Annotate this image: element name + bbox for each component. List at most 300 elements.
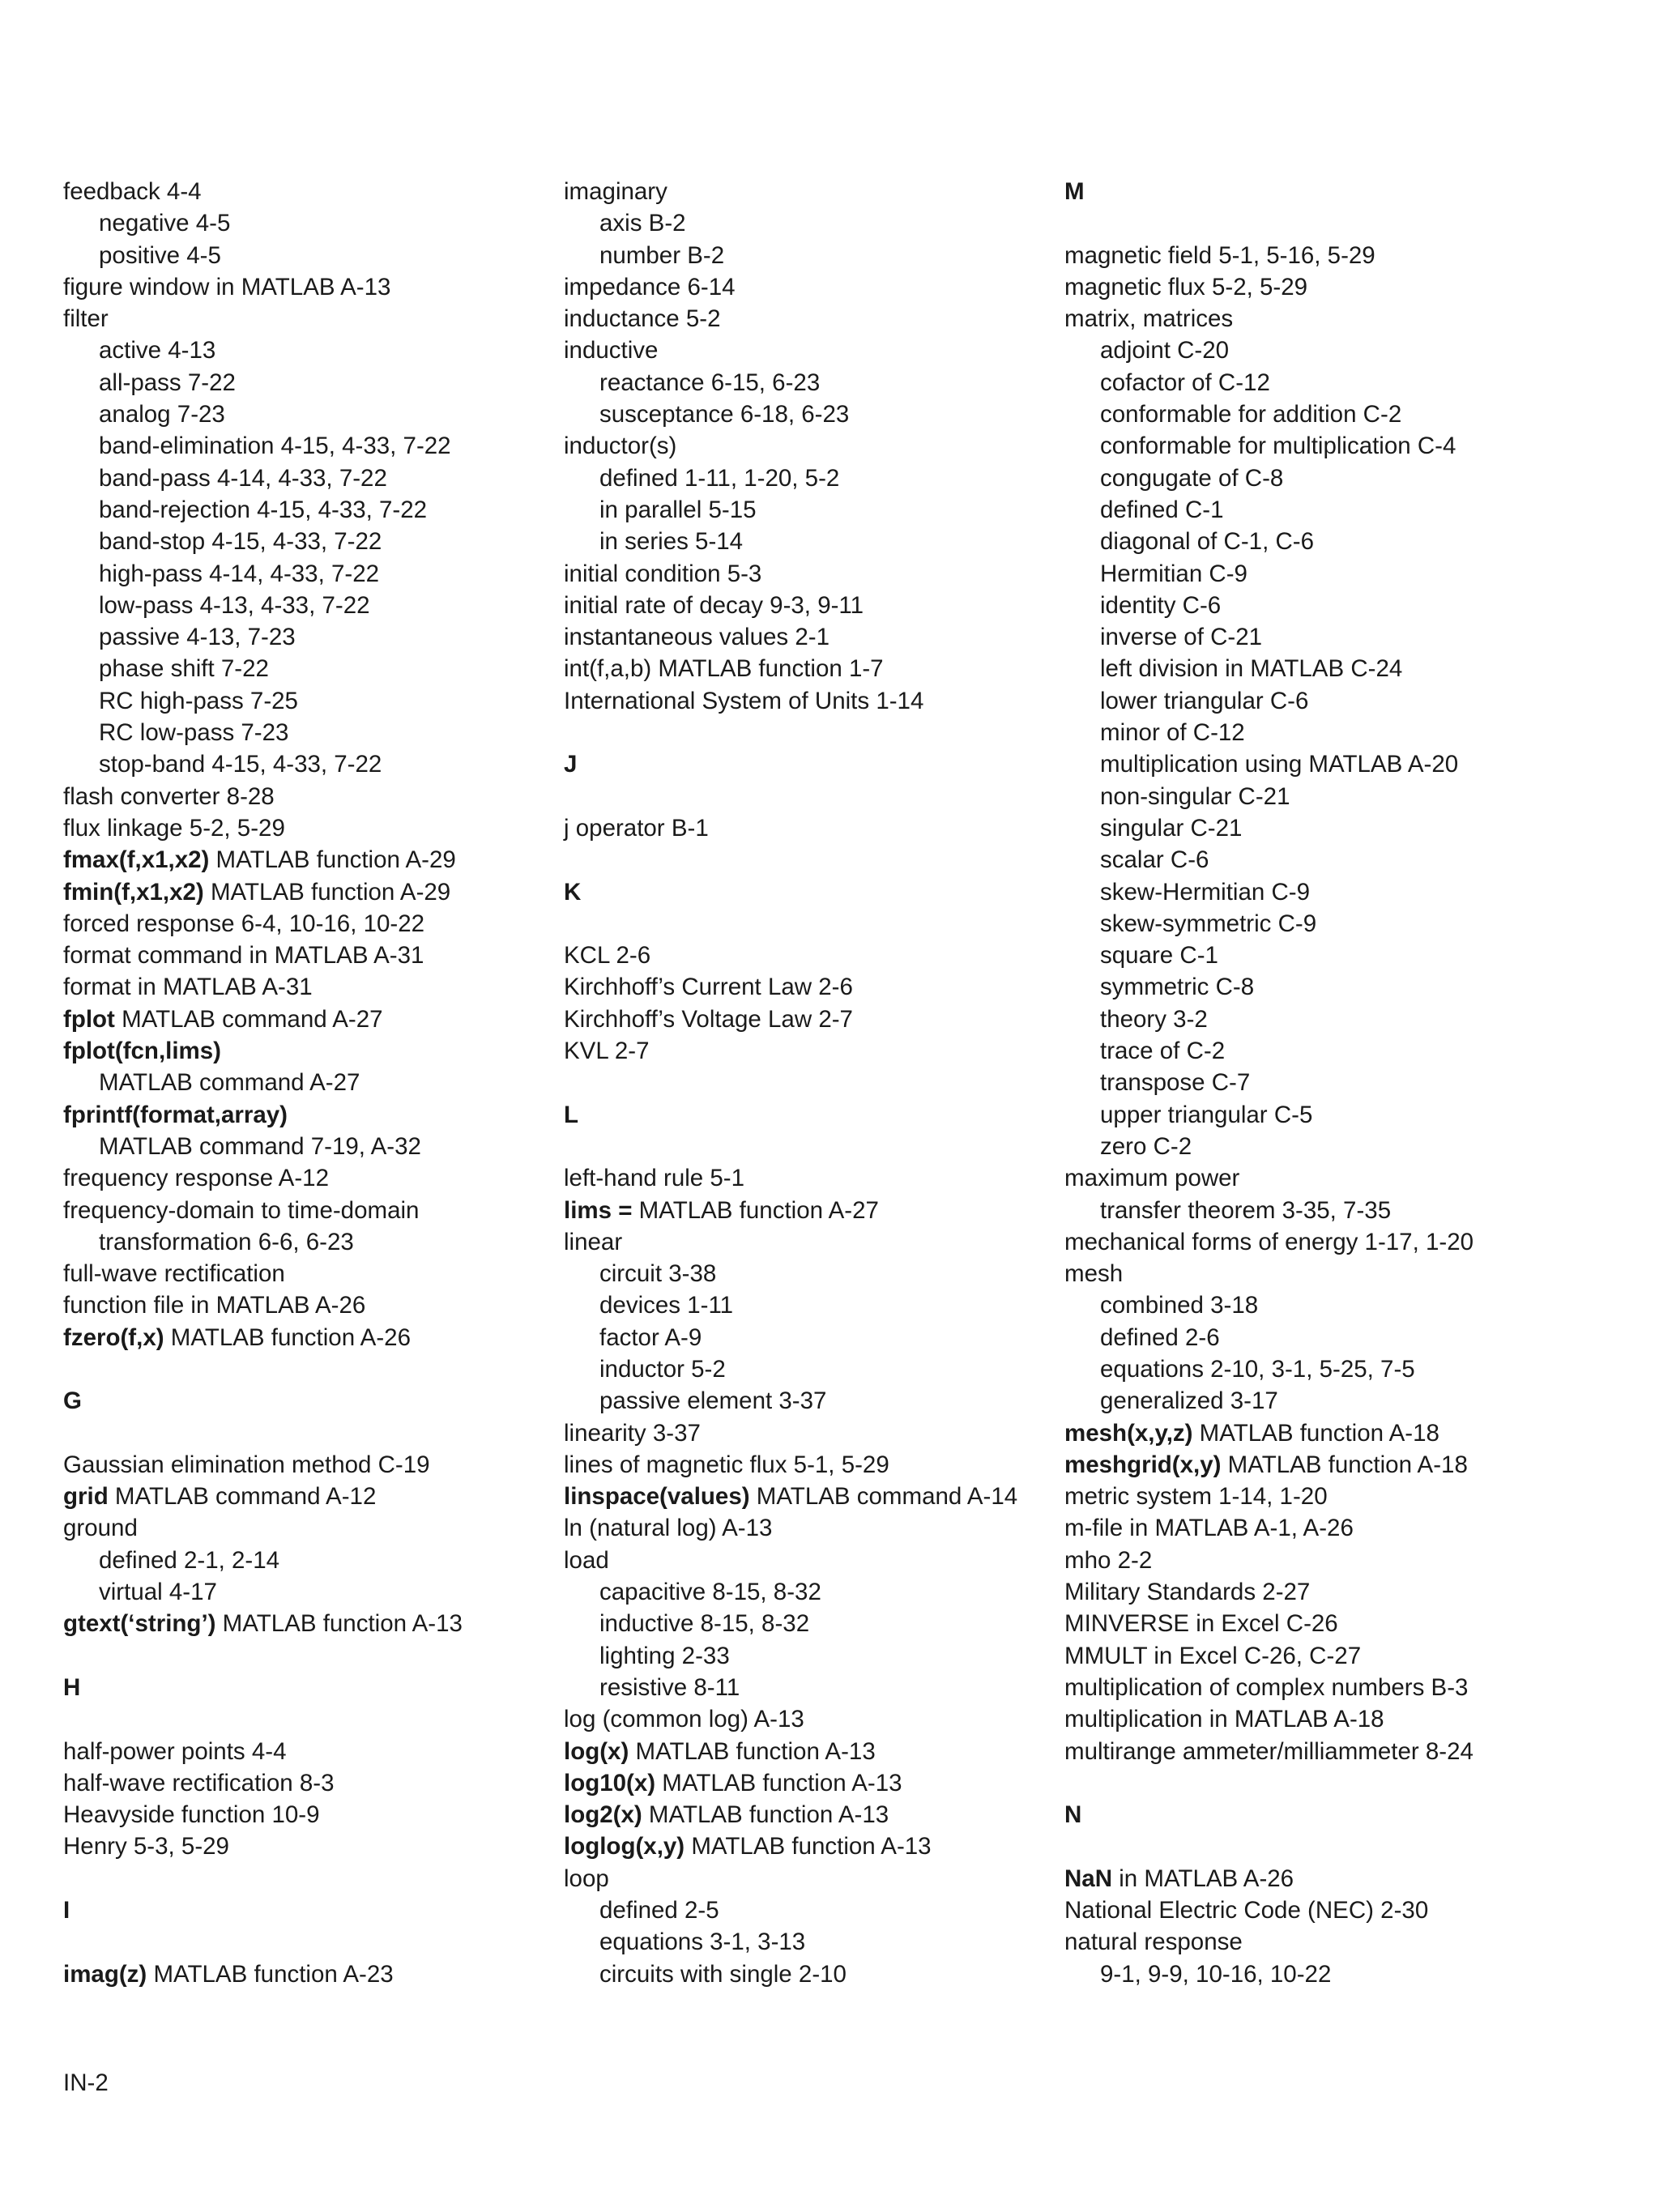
- index-subentry: [1064, 1004, 1631, 1035]
- index-entry-text: equations 2-10, 3-1, 5-25, 7-5: [1100, 1355, 1415, 1383]
- index-entry: [564, 1004, 1050, 1035]
- index-entry-text: devices 1-11: [599, 1292, 734, 1319]
- spacer: [564, 1131, 1050, 1162]
- index-entry: [63, 1258, 533, 1289]
- index-entry: [564, 335, 1050, 366]
- index-entry-text: Henry 5-3, 5-29: [63, 1833, 229, 1860]
- index-entry-text: natural response: [1064, 1929, 1243, 1956]
- index-entry: [564, 1831, 1050, 1862]
- index-entry: [564, 621, 1050, 653]
- page-number: IN-2: [63, 2069, 109, 2096]
- index-entry: [1064, 1863, 1631, 1894]
- index-entry-text: analog 7-23: [99, 401, 225, 428]
- index-entry-text: transformation 6-6, 6-23: [99, 1228, 354, 1255]
- index-entry-text: square C-1: [1100, 942, 1218, 970]
- index-entry-text: multiplication using MATLAB A-20: [1100, 751, 1459, 778]
- index-subentry: [564, 1322, 1050, 1353]
- index-column-3: [1064, 176, 1631, 1990]
- index-entry-text: linear: [564, 1228, 623, 1255]
- index-entry-text: flash converter 8-28: [63, 782, 275, 810]
- index-entry-text: defined 2-1, 2-14: [99, 1546, 280, 1574]
- index-subentry: [1064, 1322, 1631, 1353]
- index-subentry: [1064, 844, 1631, 876]
- index-entry-text: MATLAB function A-29: [203, 878, 451, 906]
- index-entry-text: figure window in MATLAB A-13: [63, 273, 391, 300]
- index-subentry: [564, 399, 1050, 430]
- spacer: [564, 781, 1050, 812]
- index-entry-text: conformable for multiplication C-4: [1100, 433, 1456, 460]
- index-subentry: [1064, 685, 1631, 717]
- index-entry-text: inductor 5-2: [599, 1355, 726, 1383]
- index-entry-text: forced response 6-4, 10-16, 10-22: [63, 910, 425, 937]
- index-entry-text: half-wave rectification 8-3: [63, 1769, 335, 1796]
- index-subentry: [564, 1353, 1050, 1385]
- index-entry: [564, 1736, 1050, 1767]
- index-subentry: [1064, 430, 1631, 462]
- index-entry-text: feedback 4-4: [63, 178, 202, 205]
- index-subentry: [1064, 526, 1631, 557]
- index-entry-text: MATLAB function A-13: [684, 1833, 932, 1860]
- index-subentry: [63, 207, 533, 239]
- index-entry-text: upper triangular C-5: [1100, 1101, 1313, 1128]
- index-subentry: [63, 1576, 533, 1608]
- index-entry-text: MMULT in Excel C-26, C-27: [1064, 1642, 1362, 1669]
- index-subentry: [63, 748, 533, 780]
- index-entry: [1064, 1926, 1631, 1958]
- index-entry-text: inductive 8-15, 8-32: [599, 1610, 810, 1638]
- index-entry-text: MATLAB function A-13: [215, 1610, 463, 1638]
- index-entry-text: scalar C-6: [1100, 846, 1209, 874]
- index-entry: [564, 685, 1050, 717]
- index-entry: [63, 176, 533, 207]
- index-subentry: [564, 1640, 1050, 1672]
- index-entry: [564, 1703, 1050, 1735]
- index-subentry: [1064, 653, 1631, 684]
- index-entry-text: susceptance 6-18, 6-23: [599, 401, 850, 428]
- index-term-bold: fzero(f,x): [63, 1323, 164, 1351]
- index-entry-text: circuit 3-38: [599, 1260, 717, 1288]
- index-entry: [63, 844, 533, 876]
- index-entry-text: lower triangular C-6: [1100, 687, 1309, 714]
- index-entry-text: low-pass 4-13, 4-33, 7-22: [99, 591, 370, 619]
- index-entry-text: lines of magnetic flux 5-1, 5-29: [564, 1451, 889, 1478]
- index-term-bold: linspace(values): [564, 1483, 750, 1511]
- spacer: [63, 1640, 533, 1672]
- index-entry-text: impedance 6-14: [564, 273, 736, 300]
- index-subentry: [1064, 335, 1631, 366]
- index-entry-text: zero C-2: [1100, 1132, 1192, 1160]
- spacer: [1064, 1831, 1631, 1862]
- index-entry-text: imaginary: [564, 178, 667, 205]
- index-subentry: [63, 590, 533, 621]
- index-entry-text: MATLAB command A-14: [749, 1483, 1018, 1511]
- index-entry-text: high-pass 4-14, 4-33, 7-22: [99, 560, 380, 587]
- index-subentry: [63, 558, 533, 590]
- index-entry-text: MATLAB function A-29: [209, 846, 456, 874]
- index-subentry: [63, 621, 533, 653]
- index-term-bold: log(x): [564, 1737, 629, 1765]
- index-entry: [63, 1289, 533, 1321]
- index-entry: [1064, 1226, 1631, 1258]
- spacer: [63, 1863, 533, 1894]
- index-entry: [63, 1035, 533, 1067]
- index-entry: [63, 1481, 533, 1512]
- index-entry-text: negative 4-5: [99, 210, 231, 237]
- index-term-bold: meshgrid(x,y): [1064, 1451, 1222, 1478]
- index-entry-text: linearity 3-37: [564, 1419, 701, 1447]
- index-entry: [63, 1195, 533, 1226]
- spacer: [63, 1353, 533, 1385]
- index-entry-text: combined 3-18: [1100, 1292, 1259, 1319]
- index-entry-text: band-elimination 4-15, 4-33, 7-22: [99, 433, 451, 460]
- index-subentry: [564, 207, 1050, 239]
- index-subentry: [1064, 876, 1631, 908]
- index-entry-text: MATLAB function A-18: [1192, 1419, 1439, 1447]
- index-entry-text: MATLAB function A-13: [629, 1737, 876, 1765]
- index-subentry: [1064, 1385, 1631, 1417]
- index-subentry: [564, 1608, 1050, 1639]
- index-subentry: [63, 399, 533, 430]
- index-subentry: [1064, 1958, 1631, 1990]
- index-subentry: [564, 1926, 1050, 1958]
- index-column-2: [564, 176, 1050, 1990]
- index-entry-text: defined 1-11, 1-20, 5-2: [599, 464, 840, 492]
- index-subentry: [63, 717, 533, 748]
- index-entry: [564, 1545, 1050, 1576]
- index-subentry: [63, 494, 533, 526]
- index-subentry: [564, 240, 1050, 271]
- index-term-bold: fmax(f,x1,x2): [63, 846, 210, 874]
- index-entry-text: multirange ammeter/milliammeter 8-24: [1064, 1737, 1473, 1765]
- index-entry-text: MATLAB function A-13: [655, 1769, 902, 1796]
- index-entry-text: Military Standards 2-27: [1064, 1579, 1311, 1606]
- section-heading: J: [564, 751, 578, 778]
- index-entry: [63, 303, 533, 335]
- index-entry: [564, 1035, 1050, 1067]
- index-entry-text: loop: [564, 1865, 609, 1892]
- index-entry: [63, 1512, 533, 1544]
- index-entry: [564, 1195, 1050, 1226]
- index-entry-text: factor A-9: [599, 1323, 702, 1351]
- index-entry-text: inductance 5-2: [564, 305, 721, 333]
- index-entry: [63, 271, 533, 303]
- index-entry-text: National Electric Code (NEC) 2-30: [1064, 1897, 1429, 1924]
- index-entry-text: KVL 2-7: [564, 1038, 650, 1065]
- index-entry-text: format in MATLAB A-31: [63, 974, 313, 1001]
- index-entry: [63, 1831, 533, 1862]
- index-entry-text: in MATLAB A-26: [1112, 1865, 1294, 1892]
- index-subentry: [63, 240, 533, 271]
- index-entry: [1064, 1736, 1631, 1767]
- index-subentry: [1064, 908, 1631, 940]
- index-term-bold: loglog(x,y): [564, 1833, 685, 1860]
- index-entry-text: 9-1, 9-9, 10-16, 10-22: [1100, 1960, 1332, 1988]
- index-entry: [63, 1736, 533, 1767]
- index-entry: [63, 1099, 533, 1131]
- index-subentry: [1064, 1099, 1631, 1131]
- index-subentry: [63, 1067, 533, 1098]
- index-entry: [1064, 1576, 1631, 1608]
- index-subentry: [63, 462, 533, 494]
- index-entry-text: International System of Units 1-14: [564, 687, 924, 714]
- spacer: [63, 1703, 533, 1735]
- index-term-bold: fprintf(format,array): [63, 1101, 288, 1128]
- index-term-bold: lims =: [564, 1196, 633, 1224]
- section-heading: L: [564, 1101, 579, 1128]
- index-subentry: [1064, 812, 1631, 844]
- index-entry-text: cofactor of C-12: [1100, 369, 1270, 396]
- index-entry-text: half-power points 4-4: [63, 1737, 287, 1765]
- index-subentry: [1064, 621, 1631, 653]
- index-subentry: [1064, 1035, 1631, 1067]
- index-entry-text: maximum power: [1064, 1165, 1240, 1192]
- index-entry-text: skew-symmetric C-9: [1100, 910, 1317, 937]
- section-heading: G: [63, 1387, 82, 1415]
- index-entry-text: MINVERSE in Excel C-26: [1064, 1610, 1338, 1638]
- index-entry: [564, 303, 1050, 335]
- index-entry-text: multiplication in MATLAB A-18: [1064, 1706, 1384, 1733]
- index-entry: [63, 1322, 533, 1353]
- index-entry: [63, 781, 533, 812]
- index-entry-text: Kirchhoff’s Current Law 2-6: [564, 974, 853, 1001]
- index-subentry: [564, 367, 1050, 399]
- index-entry: [564, 430, 1050, 462]
- index-entry-text: MATLAB function A-23: [147, 1960, 394, 1988]
- index-term-bold: imag(z): [63, 1960, 147, 1988]
- index-entry: [1064, 303, 1631, 335]
- index-entry-text: log (common log) A-13: [564, 1706, 804, 1733]
- index-term-bold: fplot(fcn,lims): [63, 1038, 222, 1065]
- index-entry-text: flux linkage 5-2, 5-29: [63, 814, 285, 842]
- index-entry: [63, 1608, 533, 1639]
- index-term-bold: log10(x): [564, 1769, 656, 1796]
- index-entry-text: theory 3-2: [1100, 1005, 1208, 1033]
- index-entry-text: active 4-13: [99, 337, 216, 364]
- index-subentry: [564, 1894, 1050, 1926]
- index-entry: [564, 1449, 1050, 1481]
- index-entry-text: ln (natural log) A-13: [564, 1515, 773, 1542]
- index-entry-text: defined C-1: [1100, 496, 1224, 523]
- index-subentry: [1064, 748, 1631, 780]
- index-entry-text: MATLAB command A-27: [99, 1069, 360, 1097]
- index-entry: [63, 1449, 533, 1481]
- index-entry: [564, 1481, 1050, 1512]
- index-entry-text: identity C-6: [1100, 591, 1222, 619]
- index-subentry: [1064, 1067, 1631, 1098]
- index-entry: [63, 1004, 533, 1035]
- index-subentry: [564, 1385, 1050, 1417]
- index-entry-text: frequency-domain to time-domain: [63, 1196, 420, 1224]
- index-entry-text: MATLAB function A-13: [642, 1801, 889, 1829]
- spacer: [63, 1926, 533, 1958]
- index-entry: [564, 940, 1050, 971]
- index-subentry: [1064, 1131, 1631, 1162]
- index-entry-text: multiplication of complex numbers B-3: [1064, 1673, 1469, 1701]
- index-entry-text: mesh: [1064, 1260, 1124, 1288]
- index-entry-text: non-singular C-21: [1100, 782, 1290, 810]
- index-entry: [564, 971, 1050, 1003]
- index-entry-text: initial condition 5-3: [564, 560, 762, 587]
- index-entry-text: in parallel 5-15: [599, 496, 757, 523]
- index-entry-text: mechanical forms of energy 1-17, 1-20: [1064, 1228, 1474, 1255]
- index-term-bold: fmin(f,x1,x2): [63, 878, 204, 906]
- index-entry: [564, 1226, 1050, 1258]
- index-entry-text: inductive: [564, 337, 659, 364]
- index-entry-text: int(f,a,b) MATLAB function 1-7: [564, 655, 884, 683]
- index-entry-text: frequency response A-12: [63, 1165, 329, 1192]
- index-column-1: [63, 176, 533, 1990]
- index-entry-text: singular C-21: [1100, 814, 1243, 842]
- spacer: [564, 717, 1050, 748]
- index-subentry: [1064, 717, 1631, 748]
- index-entry-text: symmetric C-8: [1100, 974, 1255, 1001]
- index-subentry: [1064, 1289, 1631, 1321]
- index-entry-text: magnetic field 5-1, 5-16, 5-29: [1064, 241, 1375, 269]
- index-entry-text: MATLAB command A-12: [108, 1483, 377, 1511]
- index-term-bold: gtext(‘string’): [63, 1610, 216, 1638]
- index-entry-text: initial rate of decay 9-3, 9-11: [564, 591, 864, 619]
- index-entry: [1064, 1608, 1631, 1639]
- index-subentry: [1064, 1195, 1631, 1226]
- section-heading: H: [63, 1673, 81, 1701]
- index-entry-text: phase shift 7-22: [99, 655, 269, 683]
- index-subentry: [1064, 940, 1631, 971]
- index-entry-text: inverse of C-21: [1100, 624, 1263, 651]
- index-subentry: [1064, 590, 1631, 621]
- index-entry: [63, 908, 533, 940]
- index-entry-text: m-file in MATLAB A-1, A-26: [1064, 1515, 1354, 1542]
- index-entry-text: trace of C-2: [1100, 1038, 1226, 1065]
- index-term-bold: mesh(x,y,z): [1064, 1419, 1193, 1447]
- index-entry-text: left division in MATLAB C-24: [1100, 655, 1403, 683]
- index-entry-text: lighting 2-33: [599, 1642, 730, 1669]
- index-entry: [564, 271, 1050, 303]
- index-entry: [63, 876, 533, 908]
- index-entry-text: Gaussian elimination method C-19: [63, 1451, 430, 1478]
- index-entry: [63, 1799, 533, 1831]
- index-subentry: [564, 1576, 1050, 1608]
- index-subentry: [564, 1672, 1050, 1703]
- index-entry-text: MATLAB command A-27: [114, 1005, 383, 1033]
- index-entry-text: magnetic flux 5-2, 5-29: [1064, 273, 1308, 300]
- index-entry: [1064, 1481, 1631, 1512]
- index-entry-text: adjoint C-20: [1100, 337, 1230, 364]
- index-entry: [564, 1162, 1050, 1194]
- index-entry-text: instantaneous values 2-1: [564, 624, 830, 651]
- index-subentry: [63, 685, 533, 717]
- spacer: [1064, 1767, 1631, 1799]
- index-entry-text: j operator B-1: [564, 814, 709, 842]
- index-entry-text: band-pass 4-14, 4-33, 7-22: [99, 464, 387, 492]
- index-subentry: [564, 1258, 1050, 1289]
- index-entry: [564, 1767, 1050, 1799]
- index-entry-text: metric system 1-14, 1-20: [1064, 1483, 1328, 1511]
- index-subentry: [564, 1958, 1050, 1990]
- index-entry: [63, 1162, 533, 1194]
- index-subentry: [63, 1226, 533, 1258]
- index-subentry: [63, 526, 533, 557]
- index-entry-text: MATLAB function A-26: [164, 1323, 411, 1351]
- index-subentry: [564, 1289, 1050, 1321]
- index-term-bold: log2(x): [564, 1801, 642, 1829]
- index-entry: [1064, 1640, 1631, 1672]
- index-entry-text: in series 5-14: [599, 528, 744, 556]
- index-entry: [564, 1863, 1050, 1894]
- index-entry-text: minor of C-12: [1100, 719, 1245, 747]
- index-entry-text: Hermitian C-9: [1100, 560, 1247, 587]
- index-subentry: [1064, 1353, 1631, 1385]
- index-entry: [1064, 1162, 1631, 1194]
- index-entry-text: positive 4-5: [99, 241, 221, 269]
- index-subentry: [564, 462, 1050, 494]
- spacer: [63, 1417, 533, 1449]
- index-entry-text: transfer theorem 3-35, 7-35: [1100, 1196, 1392, 1224]
- index-entry-text: number B-2: [599, 241, 725, 269]
- spacer: [1064, 207, 1631, 239]
- index-term-bold: grid: [63, 1483, 109, 1511]
- index-entry-text: matrix, matrices: [1064, 305, 1234, 333]
- index-subentry: [63, 1131, 533, 1162]
- index-entry-text: inductor(s): [564, 433, 677, 460]
- index-entry-text: virtual 4-17: [99, 1579, 217, 1606]
- spacer: [564, 844, 1050, 876]
- index-entry: [564, 653, 1050, 684]
- index-entry: [1064, 1672, 1631, 1703]
- index-entry: [564, 1512, 1050, 1544]
- section-heading: M: [1064, 178, 1085, 205]
- index-entry-text: generalized 3-17: [1100, 1387, 1278, 1415]
- index-entry-text: load: [564, 1546, 609, 1574]
- index-entry: [564, 590, 1050, 621]
- index-entry-text: conformable for addition C-2: [1100, 401, 1402, 428]
- index-entry-text: passive element 3-37: [599, 1387, 827, 1415]
- index-entry-text: defined 2-6: [1100, 1323, 1220, 1351]
- index-entry-text: skew-Hermitian C-9: [1100, 878, 1310, 906]
- index-entry-text: stop-band 4-15, 4-33, 7-22: [99, 751, 382, 778]
- index-entry-text: function file in MATLAB A-26: [63, 1292, 366, 1319]
- index-subentry: [564, 526, 1050, 557]
- index-entry-text: full-wave rectification: [63, 1260, 285, 1288]
- index-entry: [1064, 271, 1631, 303]
- spacer: [564, 1067, 1050, 1098]
- section-heading: I: [63, 1897, 70, 1924]
- index-entry: [1064, 1512, 1631, 1544]
- index-entry-text: axis B-2: [599, 210, 686, 237]
- section-heading: K: [564, 878, 582, 906]
- index-entry: [1064, 1545, 1631, 1576]
- index-entry-text: band-stop 4-15, 4-33, 7-22: [99, 528, 382, 556]
- index-entry: [564, 812, 1050, 844]
- index-entry: [1064, 240, 1631, 271]
- index-entry-text: diagonal of C-1, C-6: [1100, 528, 1315, 556]
- index-entry-text: KCL 2-6: [564, 942, 651, 970]
- index-subentry: [1064, 781, 1631, 812]
- index-entry: [564, 1417, 1050, 1449]
- index-entry-text: transpose C-7: [1100, 1069, 1251, 1097]
- index-entry: [63, 812, 533, 844]
- index-subentry: [63, 1545, 533, 1576]
- index-subentry: [1064, 971, 1631, 1003]
- index-subentry: [564, 494, 1050, 526]
- index-entry-text: RC high-pass 7-25: [99, 687, 298, 714]
- index-entry: [1064, 1417, 1631, 1449]
- index-subentry: [1064, 558, 1631, 590]
- index-entry-text: mho 2-2: [1064, 1546, 1153, 1574]
- index-entry-text: Heavyside function 10-9: [63, 1801, 320, 1829]
- index-entry-text: capacitive 8-15, 8-32: [599, 1579, 821, 1606]
- index-entry-text: MATLAB function A-18: [1221, 1451, 1468, 1478]
- index-entry-text: left-hand rule 5-1: [564, 1165, 745, 1192]
